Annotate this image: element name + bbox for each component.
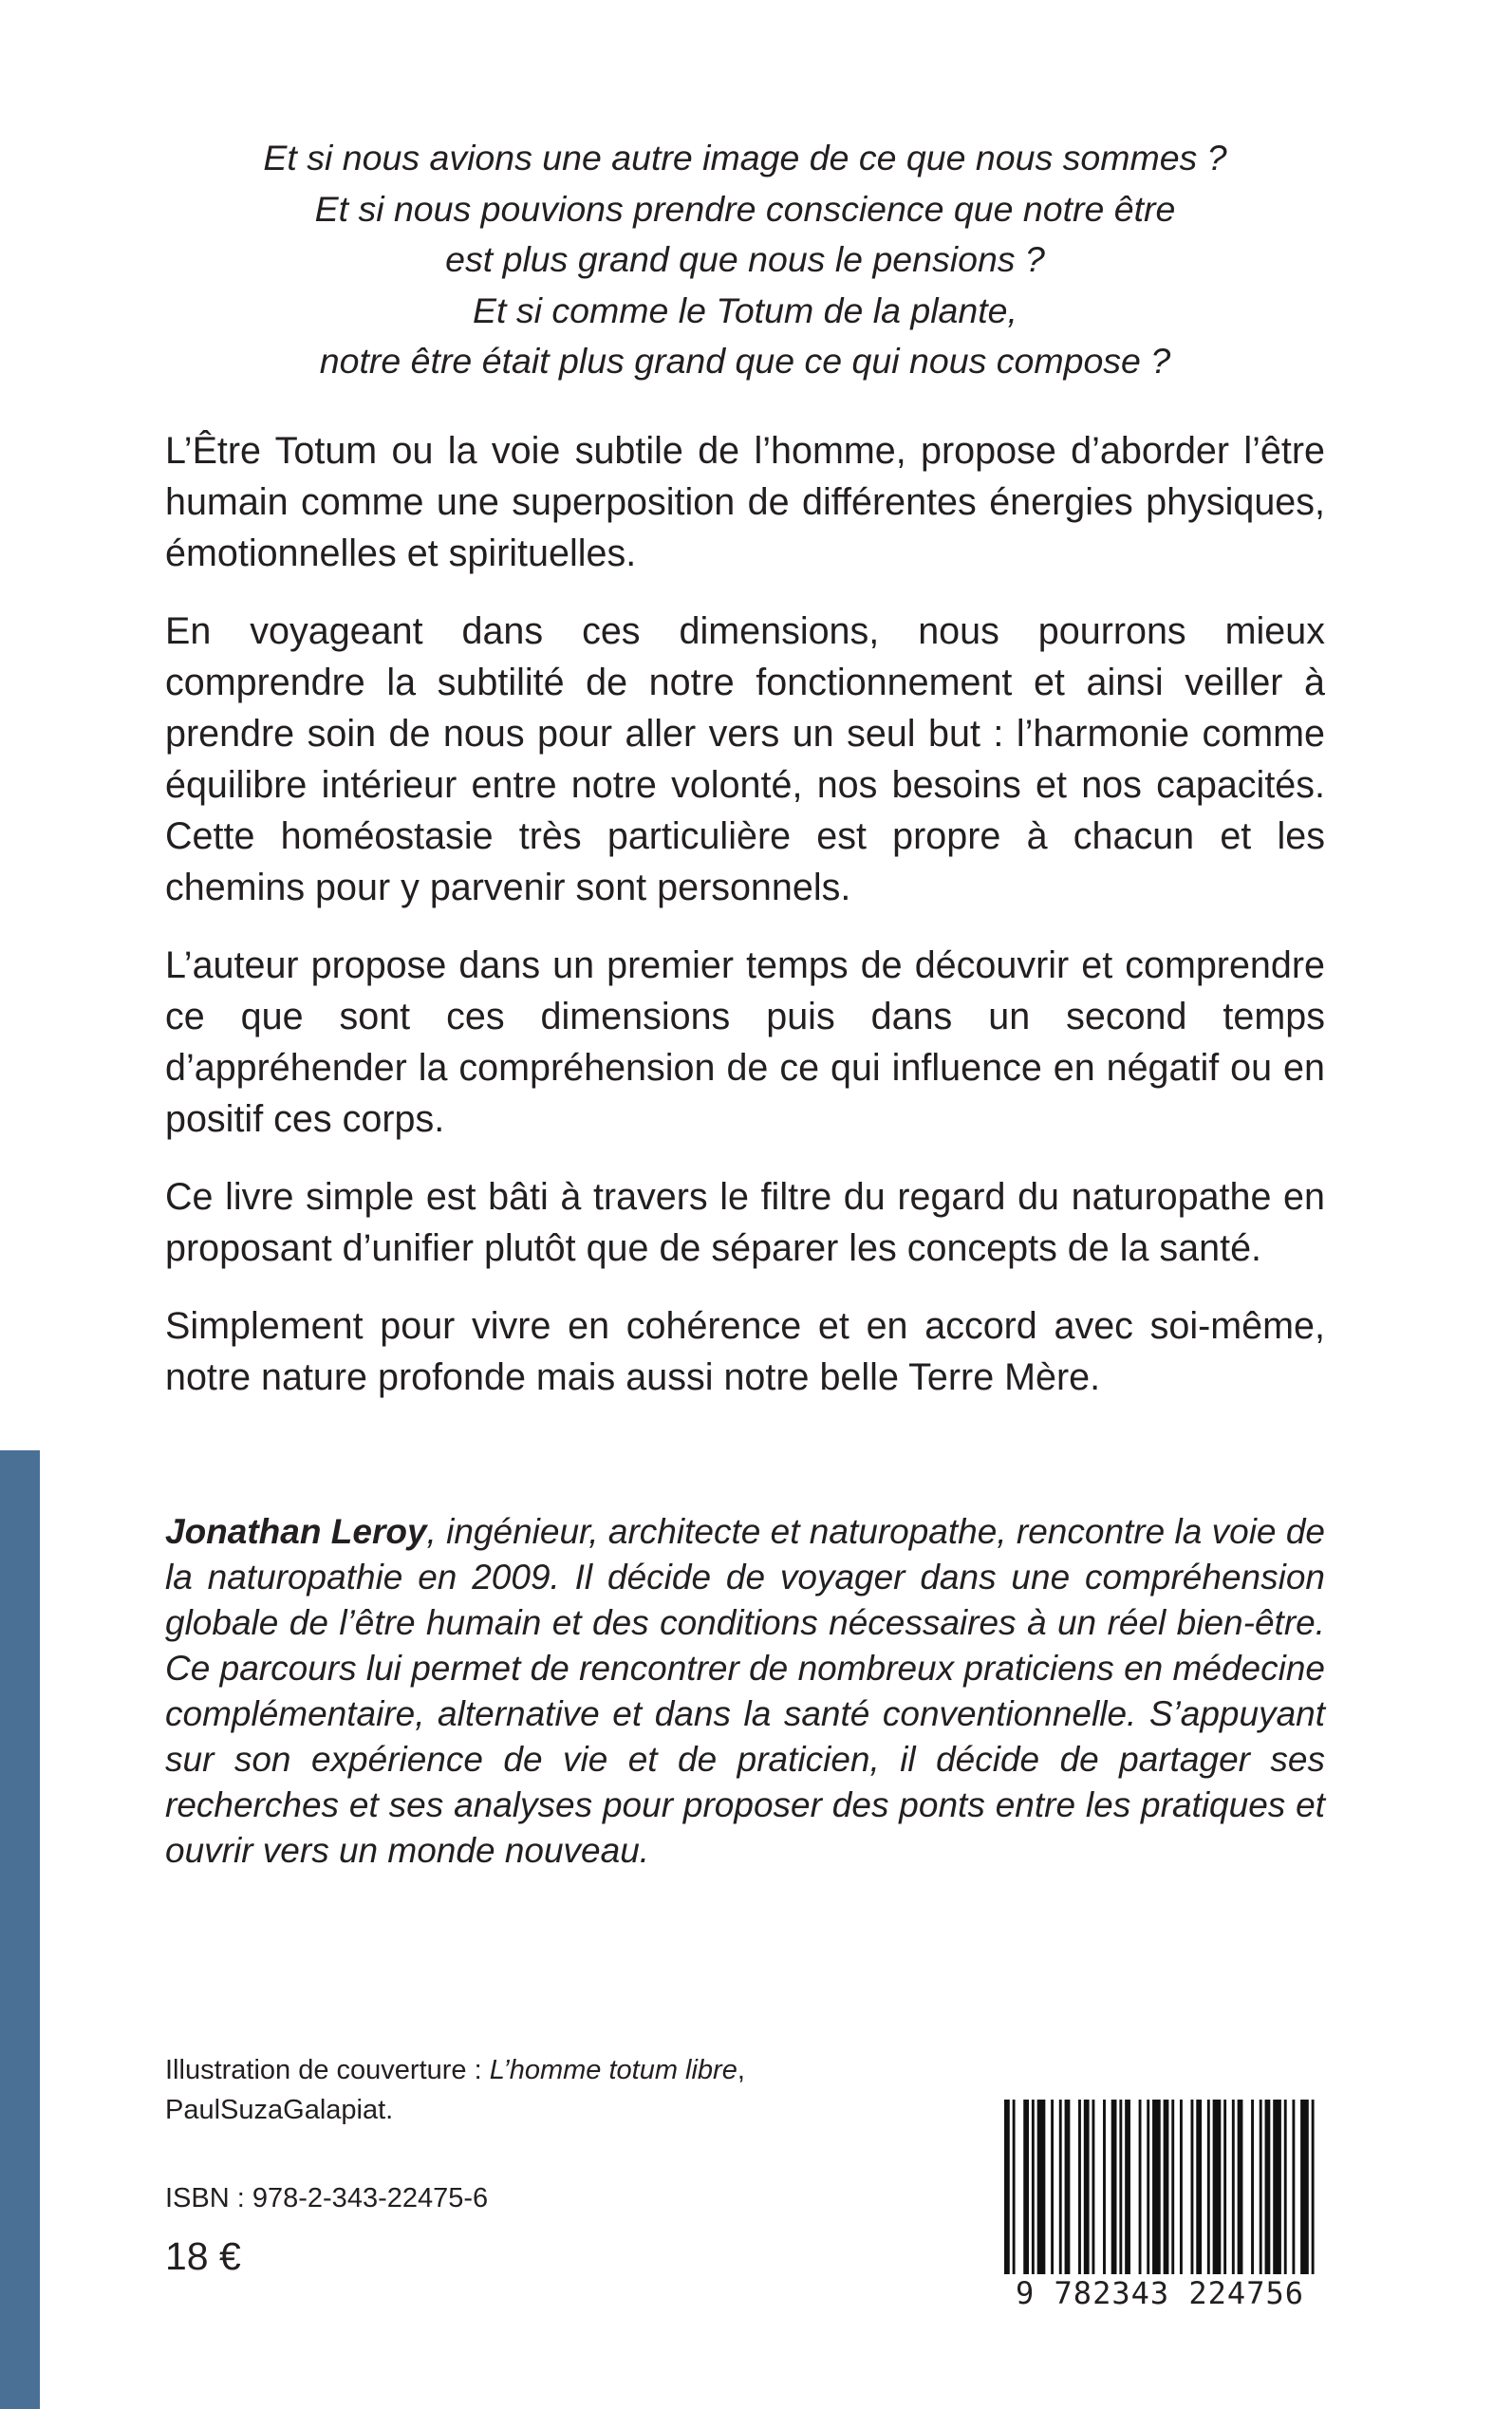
barcode-bar bbox=[1265, 2100, 1271, 2276]
blurb-paragraph: L’Être Totum ou la voie subtile de l’homme, propose d’aborder l’être humain comme une superposition de différentes énergies physiques, émotionnelles et spirituelles. bbox=[165, 429, 1325, 574]
epigraph-line: Et si comme le Totum de la plante, bbox=[473, 289, 1017, 330]
author-bio-text: , ingénieur, architecte et naturopathe, rencontre la voie de la naturopathie en 2009. Il décide de voyager dans une compréhension globale de l’être humain et des conditions nécessaires à un réel bien-être. Ce parcours lui permet de rencontrer de nombreux praticiens en médecine complémentaire, alternative et dans la santé conventionnelle. S’appuyant sur son expérience de vie et de praticien, il décide de partager ses recherches et ses analyses pour proposer des ponts entre les pratiques et ouvrir vers un monde nouveau. bbox=[165, 1512, 1325, 1870]
illustration-title: L’homme totum libre bbox=[489, 2055, 737, 2085]
author-name: Jonathan Leroy bbox=[165, 1512, 427, 1551]
barcode-bar bbox=[1300, 2100, 1309, 2276]
author-bio bbox=[165, 1509, 1325, 1874]
price: 18 € bbox=[165, 2234, 241, 2278]
barcode-bar bbox=[1023, 2100, 1029, 2276]
credit-label: Illustration de couverture : bbox=[165, 2055, 490, 2085]
barcode-bar bbox=[1238, 2100, 1243, 2276]
main-content bbox=[165, 133, 1325, 1403]
barcode-bar bbox=[1207, 2100, 1210, 2276]
barcode-bar bbox=[1232, 2100, 1235, 2276]
barcode-bar bbox=[1059, 2100, 1062, 2276]
illustration-artist: PaulSuzaGalapiat. bbox=[165, 2095, 394, 2125]
barcode-bar bbox=[1164, 2100, 1169, 2276]
barcode-bar bbox=[1013, 2100, 1016, 2299]
barcode-bar bbox=[1004, 2100, 1010, 2299]
barcode-bar bbox=[1037, 2100, 1046, 2276]
barcode-bar bbox=[1213, 2100, 1222, 2276]
barcode-bar bbox=[1103, 2100, 1106, 2276]
barcode-bar bbox=[1292, 2100, 1295, 2276]
barcode-bar bbox=[1084, 2100, 1090, 2276]
barcode-bar bbox=[1312, 2100, 1315, 2276]
barcode-bar bbox=[1111, 2100, 1117, 2276]
barcode-bar bbox=[1119, 2100, 1122, 2276]
barcode-bar bbox=[1273, 2100, 1281, 2276]
blurb-paragraph: Simplement pour vivre en cohérence et en accord avec soi-même, notre nature profonde mais aussi notre belle Terre Mère. bbox=[165, 1304, 1325, 1398]
barcode-digits: 9 782343 224756 bbox=[999, 2274, 1321, 2312]
blurb-paragraph: Ce livre simple est bâti à travers le filtre du regard du naturopathe en proposant d’unifier plutôt que de séparer les concepts de la santé. bbox=[165, 1175, 1325, 1269]
barcode-bar bbox=[1051, 2100, 1054, 2276]
barcode-bar bbox=[1196, 2100, 1202, 2276]
barcode-bar bbox=[1078, 2100, 1081, 2276]
barcode-bar bbox=[1139, 2100, 1142, 2276]
barcode-bar bbox=[1171, 2100, 1174, 2276]
side-color-band bbox=[0, 1450, 40, 2409]
isbn: ISBN : 978-2-343-22475-6 bbox=[165, 2183, 489, 2213]
epigraph bbox=[165, 133, 1325, 387]
credit-separator: , bbox=[737, 2055, 745, 2085]
barcode-bar bbox=[1125, 2100, 1130, 2276]
barcode-bar bbox=[1251, 2100, 1254, 2276]
epigraph-line: Et si nous avions une autre image de ce que nous sommes ? bbox=[263, 138, 1227, 177]
barcode-bar bbox=[1147, 2100, 1149, 2276]
barcode-bar bbox=[1152, 2100, 1161, 2276]
barcode-bar bbox=[1260, 2100, 1262, 2276]
barcode-bar bbox=[1284, 2100, 1287, 2276]
barcode-bar bbox=[1032, 2100, 1035, 2276]
barcode-bar bbox=[1191, 2100, 1194, 2276]
blurb-paragraph: L’auteur propose dans un premier temps de découvrir et comprendre ce que sont ces dimensions puis dans un second temps d’appréhender la compréhension de ce qui influence en négatif ou en positif ces corps. bbox=[165, 943, 1325, 1140]
barcode-bar bbox=[1065, 2100, 1071, 2276]
barcode-bar bbox=[1223, 2100, 1226, 2276]
epigraph-line: est plus grand que nous le pensions ? bbox=[445, 239, 1045, 279]
blurb-paragraph: En voyageant dans ces dimensions, nous pourrons mieux comprendre la subtilité de notre fonctionnement et ainsi veiller à prendre soin de nous pour aller vers un seul but : l’harmonie comme équilibre intérieur entre notre volonté, nos besoins et nos capacités. Cette homéostasie très particulière est propre à chacun et les chemins pour y parvenir sont personnels. bbox=[165, 609, 1325, 908]
epigraph-line: notre être était plus grand que ce qui nous compose ? bbox=[319, 341, 1171, 381]
barcode-bar bbox=[1092, 2100, 1094, 2276]
epigraph-line: Et si nous pouvions prendre conscience que notre être bbox=[314, 188, 1176, 229]
cover-illustration-credit bbox=[165, 2050, 924, 2130]
blurb bbox=[165, 425, 1325, 1403]
barcode-bar bbox=[1180, 2100, 1183, 2299]
